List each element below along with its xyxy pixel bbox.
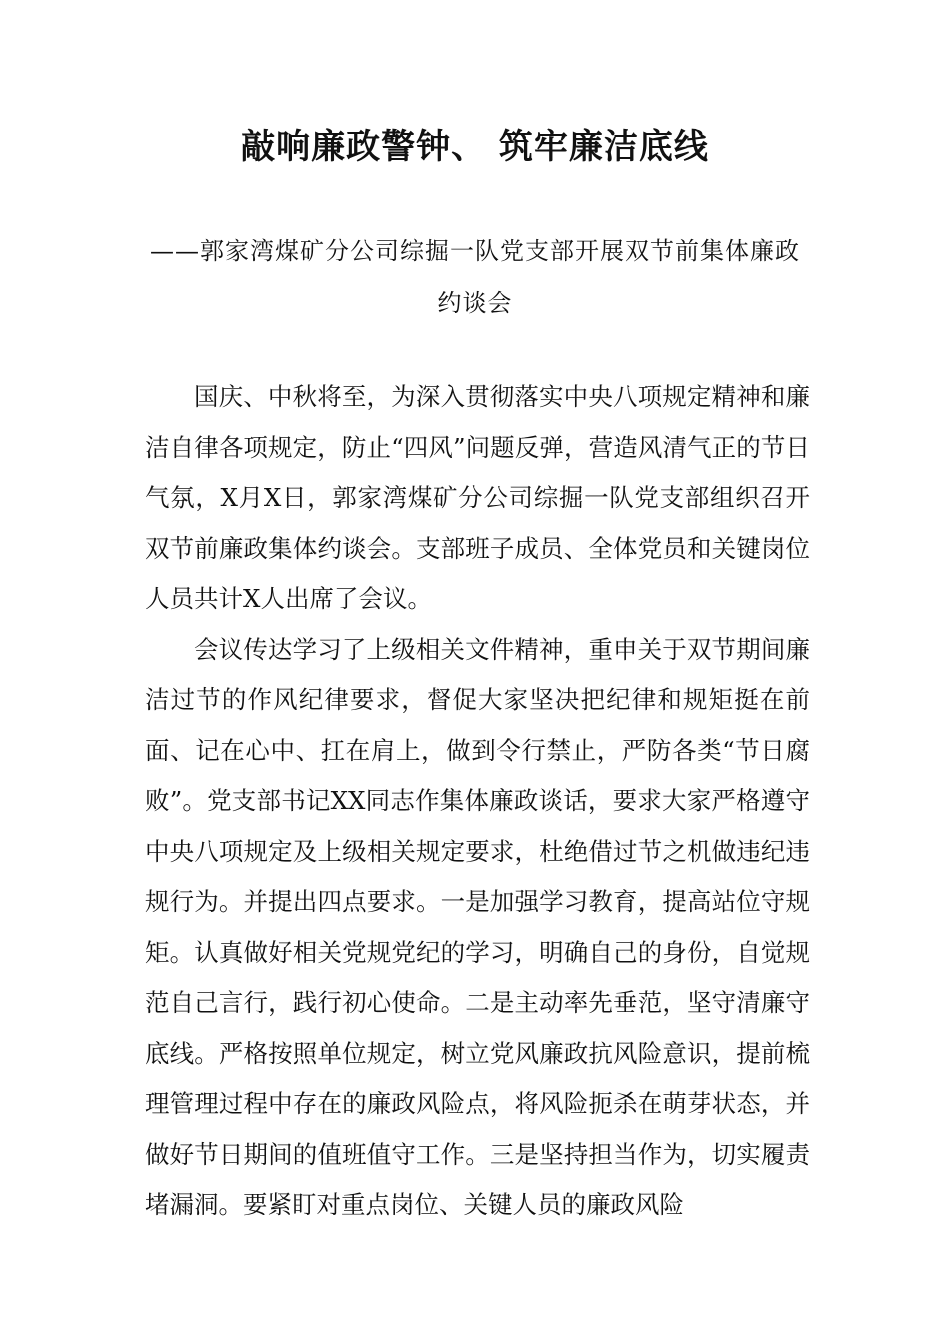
paragraph-2: 会议传达学习了上级相关文件精神，重申关于双节期间廉洁过节的作风纪律要求，督促大家坚决把纪律和规矩挺在前面、记在心中、扛在肩上，做到令行禁止，严防各类“节日腐败”。党支部书记XX同志作集体廉政谈话，要求大家严格遵守中央八项规定及上级相关规定要求，杜绝借过节之机做违纪违规行为。并提出四点要求。一是加强学习教育，提高站位守规矩。认真做好相关党规党纪的学习，明确自己的身份，自觉规范自己言行，践行初心使命。二是主动率先垂范，坚守清廉守底线。严格按照单位规定，树立党风廉政抗风险意识，提前梳理管理过程中存在的廉政风险点，将风险扼杀在萌芽状态，并做好节日期间的值班值守工作。三是坚持担当作为，切实履责堵漏洞。要紧盯对重点岗位、关键人员的廉政风险	[145, 634, 810, 1219]
document-body	[145, 372, 810, 1231]
document-title: 敲响廉政警钟、 筑牢廉洁底线	[241, 127, 709, 167]
document-subtitle: ——郭家湾煤矿分公司综掘一队党支部开展双节前集体廉政约谈会	[150, 237, 800, 317]
paragraph-1: 国庆、中秋将至，为深入贯彻落实中央八项规定精神和廉洁自律各项规定，防止“四风”问题反弹，营造风清气正的节日气氛，X月X日，郭家湾煤矿分公司综掘一队党支部组织召开双节前廉政集体约谈会。支部班子成员、全体党员和关键岗位人员共计X人出席了会议。	[145, 382, 810, 613]
